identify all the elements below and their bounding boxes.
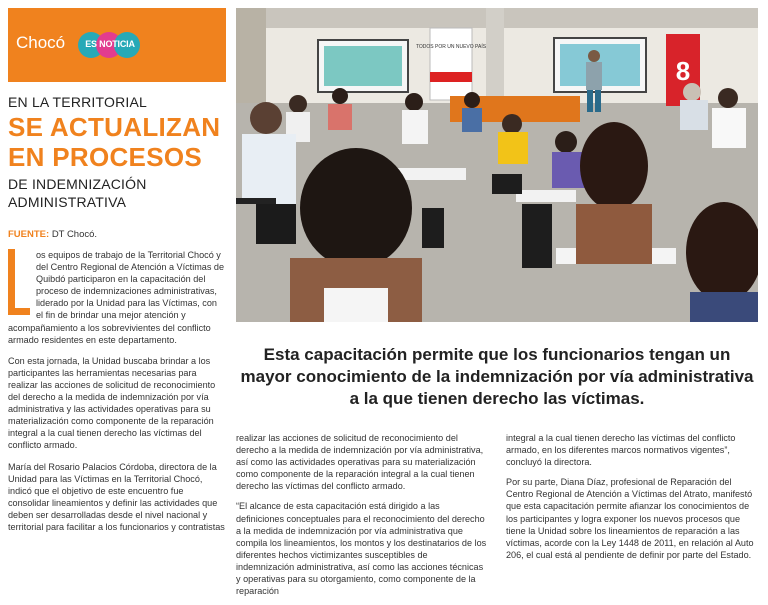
- article-source: [8, 229, 226, 240]
- subhead-line-2: ADMINISTRATIVA: [8, 194, 127, 210]
- article-headline: [8, 112, 226, 172]
- headline-line-1: SE ACTUALIZAN: [8, 112, 221, 142]
- banner-number: 8: [675, 56, 691, 86]
- source-label: FUENTE:: [8, 229, 50, 240]
- body-column-2: [236, 432, 488, 597]
- paragraph: María del Rosario Palacios Córdoba, directora de la Unidad para las Víctimas en la Territorial Chocó, indicó que el objetivo de este encuentro fue consolidar lineamientos y definir las actividades que deben ser desarrolladas desde el nivel nacional y territorial para facilitar a los funcionarios y contratistas: [8, 461, 225, 532]
- paragraph: integral a la cual tienen derecho las víctimas del conflicto armado, en los diferentes marcos normativos vigentes”, concluyó la directora.: [506, 433, 736, 468]
- source-value: DT Chocó.: [51, 229, 98, 240]
- region-header-bar: [8, 8, 226, 82]
- paragraph: realizar las acciones de solicitud de reconocimiento del derecho a la medida de indemnización por vía administrativa, así como las actividades operativas para su materialización como componente de la reparación integral a la cual tienen derecho las víctimas del conflicto armado.: [236, 433, 484, 492]
- drop-cap-l-icon: [8, 249, 30, 315]
- banner-text: TODOS POR UN NUEVO PAÍS: [415, 44, 487, 50]
- paragraph-text: os equipos de trabajo de la Territorial Chocó y del Centro Regional de Atención a Víctimas de Quibdó participaron en la capacitación del proceso de indemnizaciones administrativas, liderado por la Unidad para las Víctimas, con el fin de brindar una mejor atención y acompañamiento a los sobrevivientes del conflicto armado residentes en este departamento.: [8, 250, 225, 345]
- article-subhead: [8, 175, 226, 211]
- badge-text: ES NOTICIA: [85, 39, 135, 49]
- paragraph: [8, 249, 226, 346]
- paragraph: Por su parte, Diana Díaz, profesional de Reparación del Centro Regional de Atención a Víctimas del Atrato, manifestó que esta capacitación permite afianzar los conocimientos de los participantes y logra exponer los nuevos procesos que tiene la Unidad sobre los lineamientos de reparación a las víctimas, acorde con la Ley 1448 de 2011, en relación al Auto 206, el cual está al pendiente de definir por parte del Estado.: [506, 477, 754, 560]
- pull-quote: Esta capacitación permite que los funcionarios tengan un mayor conocimiento de la indemnización por vía administrativa a la que tienen derecho las víctimas.: [240, 345, 754, 408]
- paragraph: “El alcance de esta capacitación está dirigido a las definiciones conceptuales para el reconocimiento del derecho a la medida de indemnización por vía administrativa que compila los lineamientos, los montos y los destinatarios de los diferentes hechos victimizantes susceptibles de indemnización administrativa, así como las acciones técnicas y operativas para su otorgamiento, como componente de la reparación: [236, 501, 487, 597]
- section-kicker: EN LA TERRITORIAL: [8, 94, 148, 110]
- subhead-line-1: DE INDEMNIZACIÓN: [8, 176, 147, 192]
- paragraph: Con esta jornada, la Unidad buscaba brindar a los participantes las herramientas necesarias para realizar las acciones de solicitud de reconocimiento del derecho a la medida de indemnización por vía administrativa y las actividades operativas para su materialización como componente de la reparación integral a la cual tienen derecho las víctimas del conflicto armado.: [8, 355, 216, 451]
- region-name: Chocó: [16, 33, 66, 52]
- headline-line-2: EN PROCESOS: [8, 142, 203, 172]
- left-column: [8, 8, 226, 533]
- body-column-3: [506, 432, 758, 561]
- es-noticia-badge: [78, 32, 140, 58]
- training-session-photo: [236, 8, 758, 322]
